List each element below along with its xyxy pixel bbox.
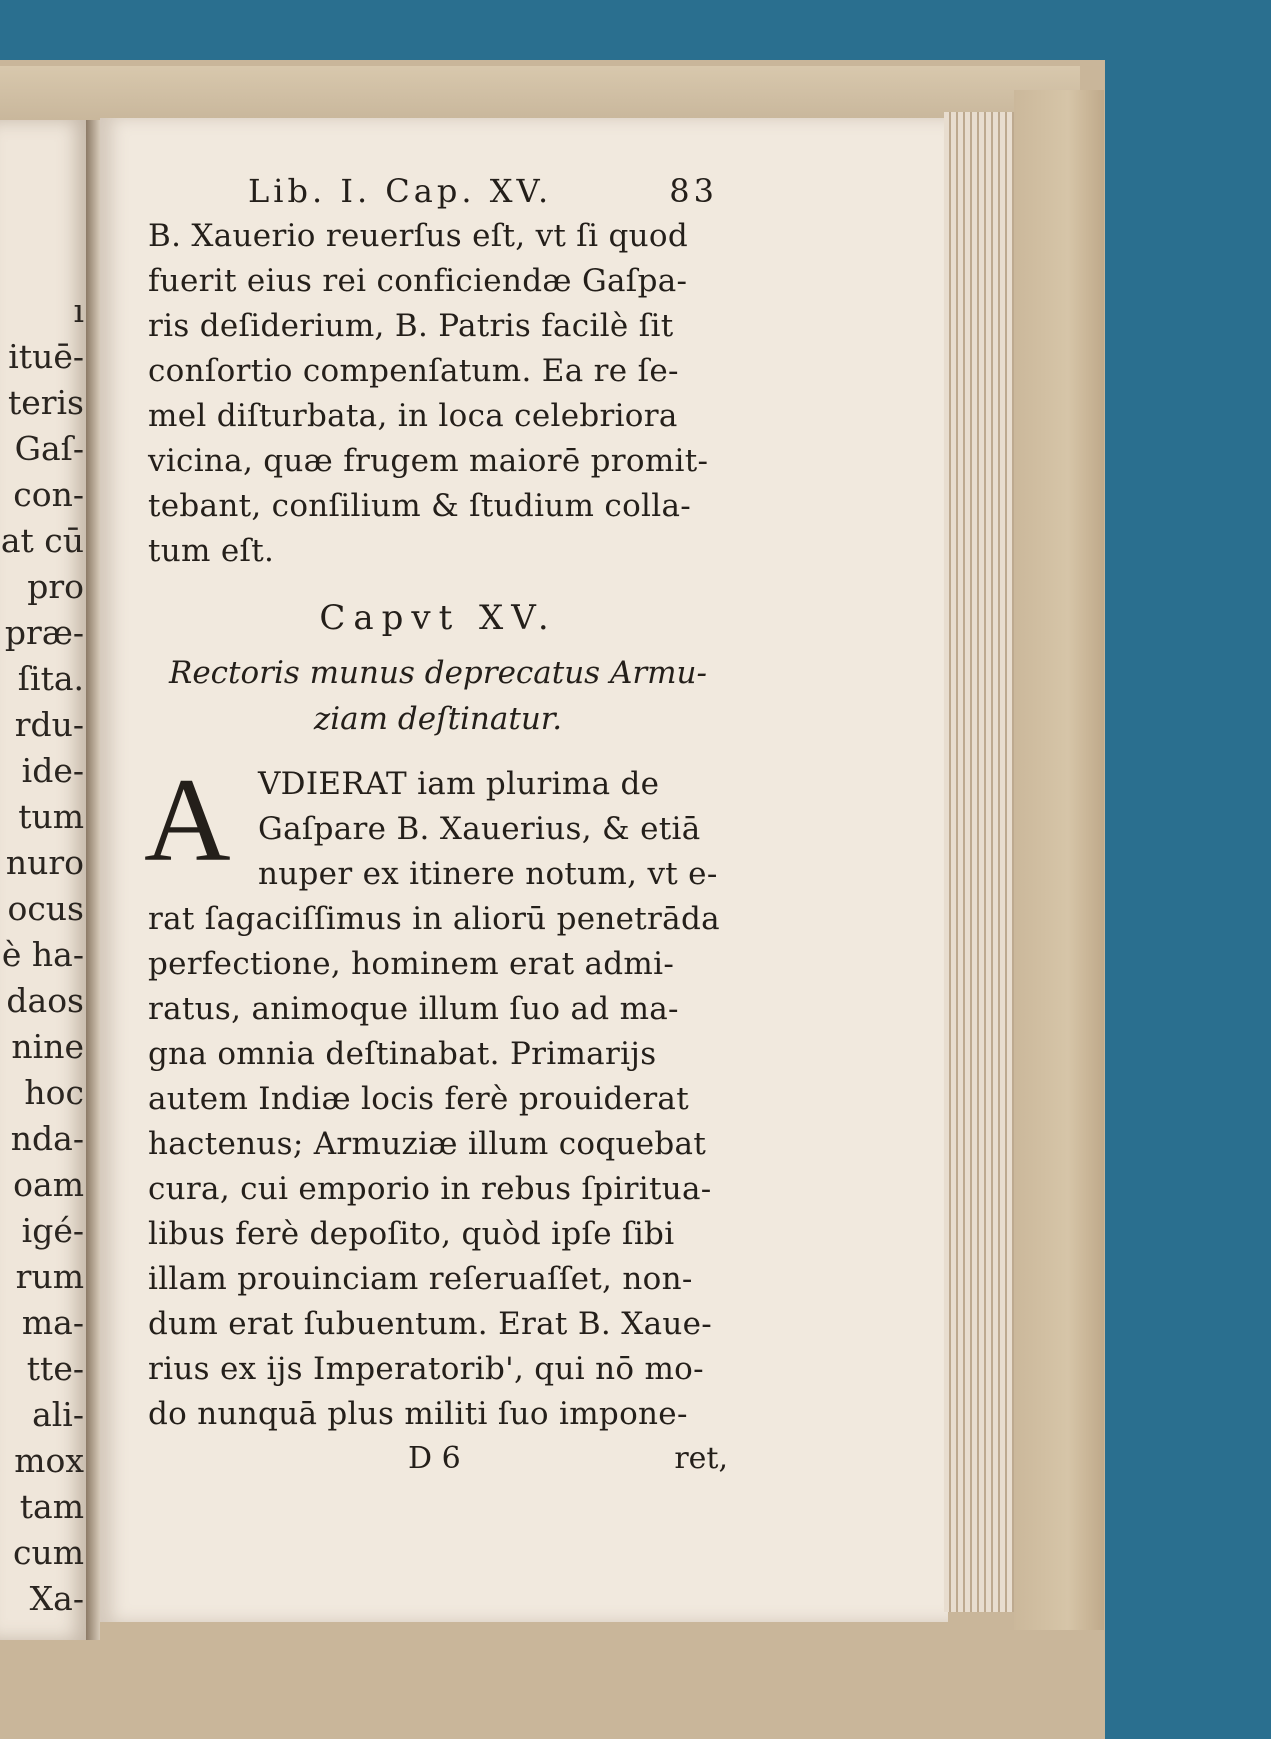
- text-line: illam prouinciam reſeruaſſet, non-: [148, 1261, 693, 1297]
- book-gutter: [86, 120, 100, 1640]
- left-page-fragment: at cū: [0, 521, 84, 560]
- left-page-fragment: tum: [18, 797, 84, 836]
- page-number: 83: [669, 172, 718, 210]
- text-line: fuerit eius rei conficiendæ Gaſpa-: [148, 263, 688, 299]
- left-page-fragment: con-: [13, 475, 84, 514]
- body-after-chapter: [148, 897, 728, 1437]
- page-edges: [944, 112, 1014, 1612]
- text-line: hactenus; Armuziæ illum coquebat: [148, 1126, 707, 1162]
- text-line: mel diſturbata, in loca celebriora: [148, 398, 678, 434]
- left-page-fragment: ſita.: [17, 659, 84, 698]
- left-page-fragment: oam: [13, 1165, 84, 1204]
- page-footer: [148, 1441, 728, 1476]
- text-line: Gaſpare B. Xauerius, & etiā: [258, 811, 701, 847]
- left-page-fragment: hoc: [24, 1073, 84, 1112]
- drop-cap: A: [144, 753, 231, 886]
- left-page-fragment: præ-: [4, 613, 84, 652]
- text-line: perfectione, hominem erat admi-: [148, 946, 675, 982]
- left-page-fragment: igé-: [21, 1211, 84, 1250]
- body-before-chapter: [148, 214, 728, 574]
- text-line: gna omnia deſtinabat. Primarijs: [148, 1036, 657, 1072]
- left-page-fragment: mox: [14, 1441, 84, 1480]
- text-line: VDIERAT iam plurima de: [258, 766, 660, 802]
- text-line: ratus, animoque illum ſuo ad ma-: [148, 991, 679, 1027]
- text-line: rius ex ijs Imperatorib', qui nō mo-: [148, 1351, 704, 1387]
- text-line: vicina, quæ frugem maiorē promit-: [148, 443, 709, 479]
- running-head: [248, 172, 718, 210]
- text-line: libus ferè depoſito, quòd ipſe ſibi: [148, 1216, 675, 1252]
- cover-fore-edge: [1014, 90, 1104, 1630]
- left-page-fragment: ma-: [21, 1303, 84, 1342]
- left-page-fragment: rum: [15, 1257, 84, 1296]
- text-line: rat ſagaciſſimus in aliorū penetrāda: [148, 901, 720, 937]
- left-page: [0, 120, 90, 1640]
- left-page-text-fragments: [0, 288, 84, 1622]
- text-line: autem Indiæ locis ferè prouiderat: [148, 1081, 689, 1117]
- text-line: nuper ex itinere notum, vt e-: [258, 856, 718, 892]
- cover-top-edge: [0, 66, 1080, 126]
- left-page-fragment: ide-: [21, 751, 84, 790]
- left-page-fragment: ı: [73, 291, 84, 330]
- left-page-fragment: teris: [7, 383, 84, 422]
- left-page-fragment: rdu-: [14, 705, 84, 744]
- left-page-fragment: tam: [19, 1487, 84, 1526]
- chapter-heading: Capvt XV.: [319, 598, 557, 638]
- left-page-fragment: ocus: [7, 889, 84, 928]
- catchword: ret,: [674, 1441, 728, 1476]
- text-line: do nunquā plus militi ſuo impone-: [148, 1396, 688, 1432]
- left-page-fragment: Gaſ-: [14, 429, 84, 468]
- left-page-fragment: Xa-: [29, 1579, 84, 1618]
- signature-mark: D 6: [408, 1441, 461, 1476]
- left-page-fragment: nine: [11, 1027, 84, 1066]
- text-line: B. Xauerio reuerſus eſt, vt ſi quod: [148, 218, 688, 254]
- summary-line: ziam deſtinatur.: [313, 701, 563, 737]
- left-page-fragment: ituē-: [8, 337, 84, 376]
- text-line: conſortio compenſatum. Ea re ſe-: [148, 353, 679, 389]
- summary-line: Rectoris munus deprecatus Armu-: [169, 655, 707, 691]
- left-page-fragment: tte-: [26, 1349, 84, 1388]
- chapter-opening: [144, 753, 728, 897]
- left-page-fragment: nda-: [10, 1119, 84, 1158]
- left-page-fragment: pro: [27, 567, 84, 606]
- running-head-title: Lib. I. Cap. XV.: [248, 172, 553, 210]
- left-page-fragment: è ha-: [1, 935, 84, 974]
- text-line: tebant, conſilium & ſtudium colla-: [148, 488, 692, 524]
- left-page-fragment: cum: [12, 1533, 84, 1572]
- left-page-fragment: daos: [6, 981, 84, 1020]
- text-line: ris deſiderium, B. Patris facilè ſit: [148, 308, 674, 344]
- left-page-fragment: nuro: [5, 843, 84, 882]
- right-page-text: [144, 172, 728, 1476]
- text-line: tum eſt.: [148, 533, 275, 569]
- text-line: cura, cui emporio in rebus ſpiritua-: [148, 1171, 712, 1207]
- drop-cap-lines: [148, 762, 728, 897]
- chapter-summary: [148, 650, 728, 742]
- left-page-fragment: ali-: [32, 1395, 84, 1434]
- text-line: dum erat ſubuentum. Erat B. Xaue-: [148, 1306, 713, 1342]
